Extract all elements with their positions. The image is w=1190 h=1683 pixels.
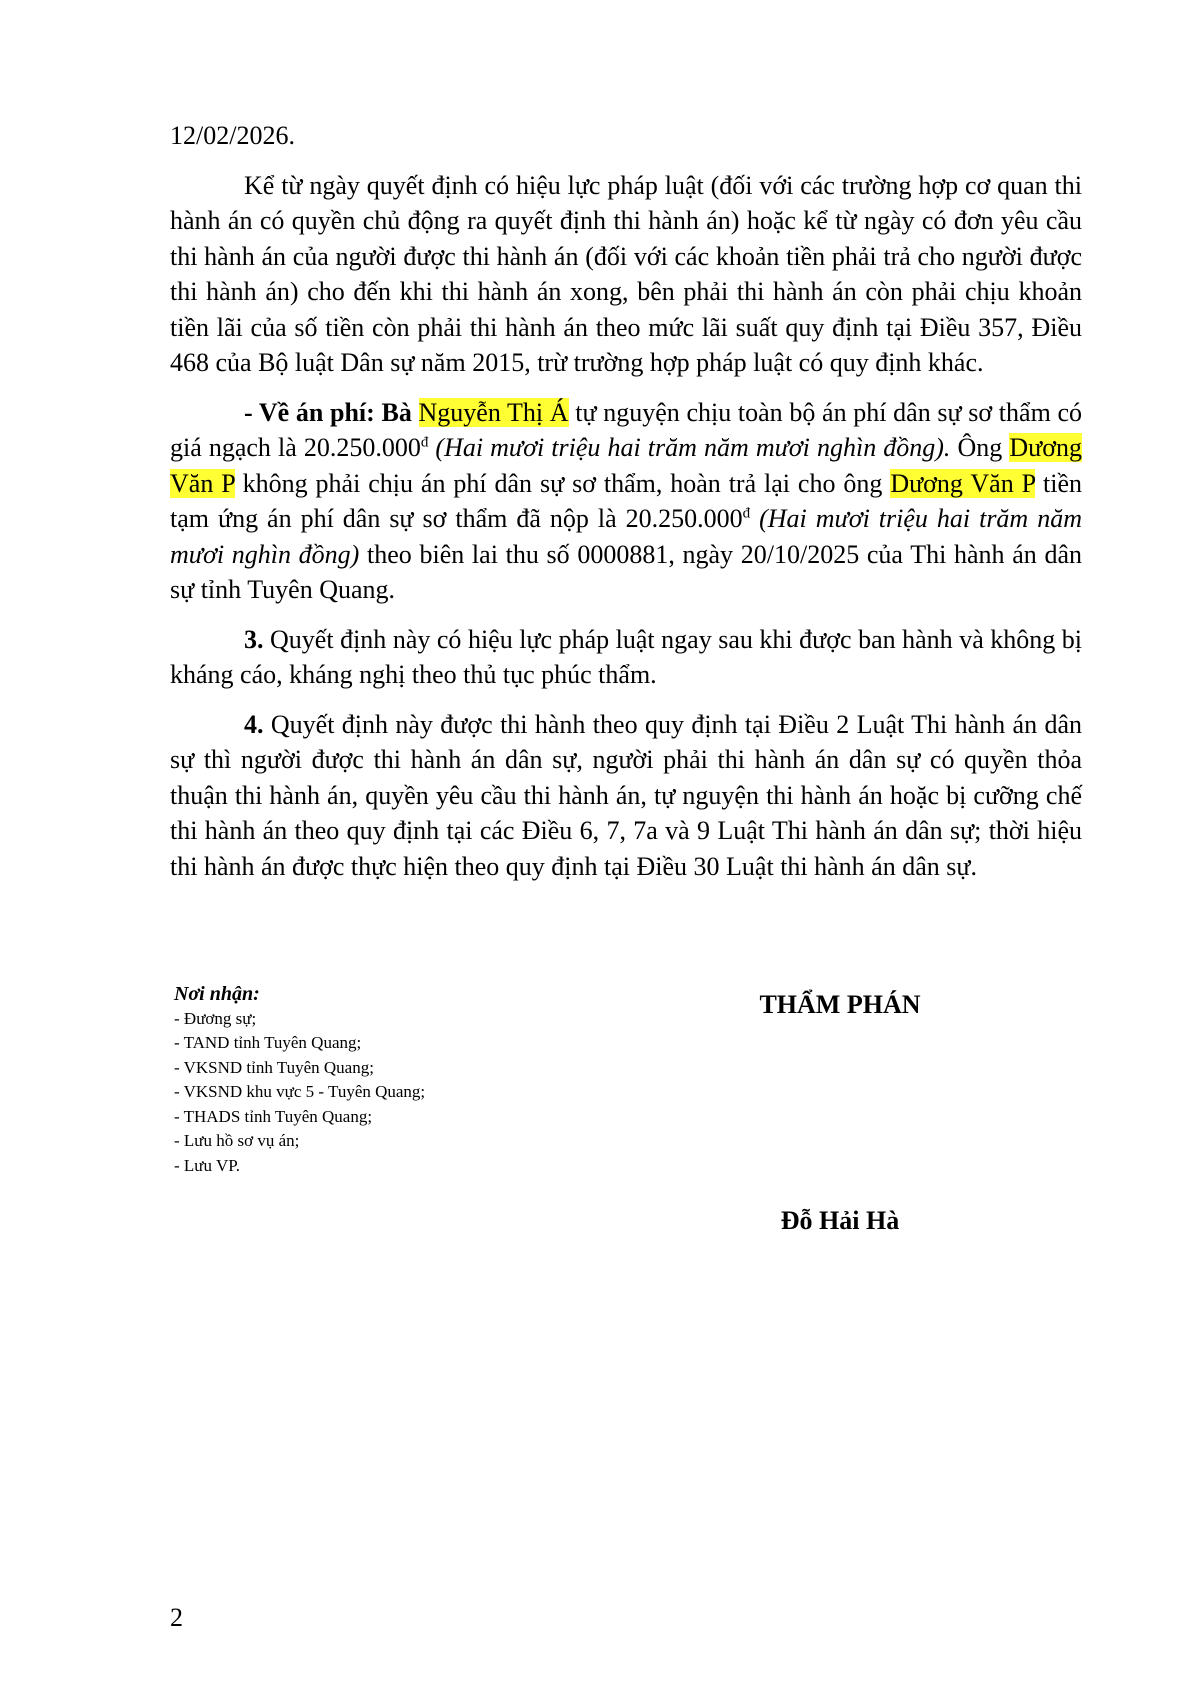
paragraph-court-fee [170,395,1082,608]
fee-text-5: theo biên lai thu số 0000881, ngày 20/10/2025 của Thi hành án dân sự tỉnh Tuyên Quang. [170,539,1082,604]
recipient-item: - Đương sự; [174,1008,257,1028]
fee-amount-words-1: (Hai mươi triệu hai trăm năm mươi nghìn đồng). [428,433,951,462]
recipient-item: - THADS tỉnh Tuyên Quang; [174,1106,373,1126]
recipients-title: Nơi nhận: [174,983,260,1005]
currency-mark-1: đ [420,434,429,451]
currency-mark-2: đ [742,505,751,522]
document-body [170,118,1082,898]
recipient-item: - TAND tỉnh Tuyên Quang; [174,1033,362,1052]
signature-name: Đỗ Hải Hà [780,1206,900,1235]
recipient-item: - Lưu hồ sơ vụ án; [174,1131,300,1150]
fee-text-3: không phải chịu án phí dân sự sơ thẩm, hoàn trả lại cho ông [234,468,891,498]
fee-amount-words-2: (Hai mươi triệu hai trăm năm mươi nghìn đồng) [170,504,1082,569]
fee-text-1: tự nguyện chịu toàn bộ án phí dân sự sơ thẩm có giá ngạch là 20.250.000 [170,397,1083,462]
fee-text-4: tiền tạm ứng án phí dân sự sơ thẩm đã nộp là 20.250.000 [170,468,1083,533]
clause-3 [170,622,1082,693]
recipient-item: - VKSND tỉnh Tuyên Quang; [174,1057,374,1077]
date-line: 12/02/2026. [170,121,295,150]
fee-text-2: Ông [950,433,1010,462]
fee-label: - Về án phí: Bà [244,397,419,427]
clause-4 [170,707,1082,885]
highlight-name-p-2: Dương Văn P [890,468,1036,498]
recipient-item: - VKSND khu vực 5 - Tuyên Quang; [174,1082,426,1101]
clause-3-text: Quyết định này có hiệu lực pháp luật ngay sau khi được ban hành và không bị kháng cáo, kháng nghị theo thủ tục phúc thẩm. [170,624,1082,689]
clause-3-number: 3. [244,624,264,654]
signature-title: THẨM PHÁN [759,990,921,1019]
highlight-name-p-1: Dương Văn P [170,433,1082,498]
recipients-block [174,982,594,1178]
highlight-name-a: Nguyễn Thị Á [418,397,569,427]
page-number: 2 [170,1603,183,1632]
clause-4-text: Quyết định này được thi hành theo quy định tại Điều 2 Luật Thi hành án dân sự thì người được thi hành án dân sự, người phải thi hành án dân sự có quyền thỏa thuận thi hành án, quyền yêu cầu thi hành án, tự nguyện thi hành án hoặc bị cưỡng chế thi hành án theo quy định tại các Điều 6, 7, 7a và 9 Luật Thi hành án dân sự; thời hiệu thi hành án được thực hiện theo quy định tại Điều 30 Luật thi hành án dân sự. [170,709,1082,881]
recipient-item: - Lưu VP. [174,1155,241,1175]
clause-4-number: 4. [244,709,264,739]
paragraph-interest: Kể từ ngày quyết định có hiệu lực pháp luật (đối với các trường hợp cơ quan thi hành án có quyền chủ động ra quyết định thi hành án) hoặc kể từ ngày có đơn yêu cầu thi hành án của người được thi hành án (đối với các khoản tiền phải trả cho người được thi hành án) cho đến khi thi hành án xong, bên phải thi hành án còn phải chịu khoản tiền lãi của số tiền còn phải thi hành án theo mức lãi suất quy định tại Điều 357, Điều 468 của Bộ luật Dân sự năm 2015, trừ trường hợp pháp luật có quy định khác. [170,170,1082,377]
